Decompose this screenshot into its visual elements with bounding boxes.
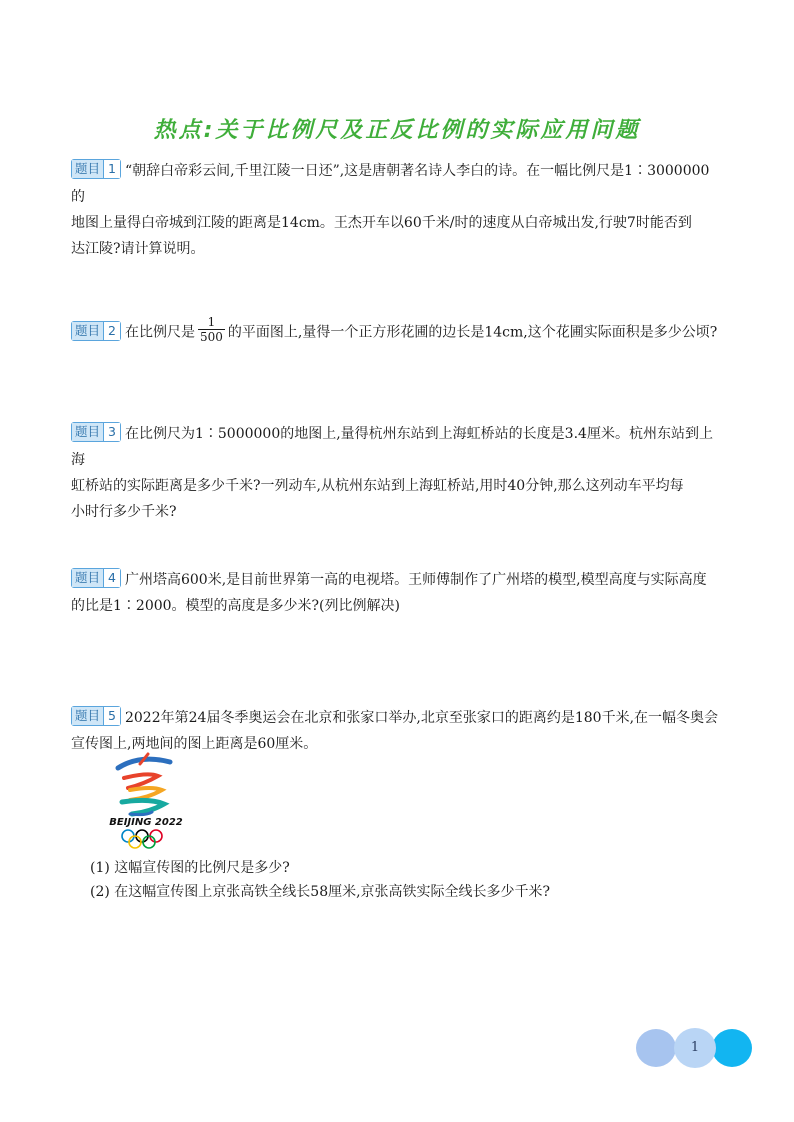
page-number-badge (636, 1028, 754, 1068)
question-3-line-3: 小时行多少千米? (71, 504, 177, 520)
question-2-text-post: 的平面图上,量得一个正方形花圃的边长是14cm,这个花圃实际面积是多少公顷? (227, 324, 718, 341)
question-5-line-2: 宣传图上,两地间的图上距离是60厘米。 (71, 736, 318, 752)
question-3-line-1: 在比例尺为1∶5000000的地图上,量得杭州东站到上海虹桥站的长度是3.4厘米。杭州东站到上海 (71, 426, 713, 468)
question-1-line-2: 地图上量得白帝城到江陵的距离是14cm。王杰开车以60千米/时的速度从白帝城出发,行驶7时能否到 (71, 215, 692, 231)
question-2-text-pre: 在比例尺是 (124, 324, 195, 341)
question-3 (71, 421, 723, 525)
page-title: 热点:关于比例尺及正反比例的实际应用问题 (153, 118, 641, 143)
fraction-numerator: 1 (198, 315, 225, 330)
fraction-denominator: 500 (199, 330, 223, 344)
question-tag: 题目 3 (71, 422, 121, 442)
question-4-line-1: 广州塔高600米,是目前世界第一高的电视塔。王师傅制作了广州塔的模型,模型高度与实际高度 (124, 572, 707, 588)
olympic-rings-icon (122, 830, 162, 848)
question-5 (71, 705, 723, 757)
question-tag: 题目 2 (71, 321, 121, 341)
question-5-sub-1: (1) 这幅宣传图的比例尺是多少? (90, 860, 290, 876)
question-tag: 题目 1 (71, 159, 121, 179)
question-5-line-1: 2022年第24届冬季奥运会在北京和张家口举办,北京至张家口的距离约是180千米,在一幅冬奥会 (124, 710, 719, 726)
question-tag: 题目 5 (71, 706, 121, 726)
fraction (198, 315, 225, 344)
question-4 (71, 567, 723, 619)
question-4-line-2: 的比是1∶2000。模型的高度是多少米?(列比例解决) (71, 598, 400, 614)
page-number: 1 (674, 1028, 716, 1068)
question-1-line-1: “朝辞白帝彩云间,千里江陵一日还”,这是唐朝著名诗人李白的诗。在一幅比例尺是1∶3000000的 (71, 163, 710, 205)
decor-circle-right (712, 1029, 752, 1067)
question-3-line-2: 虹桥站的实际距离是多少千米?一列动车,从杭州东站到上海虹桥站,用时40分钟,那么这列动车平均每 (71, 478, 684, 494)
beijing-2022-emblem (100, 752, 192, 852)
logo-wordmark: BEIJING 2022 (109, 817, 183, 828)
question-5-sub-2: (2) 在这幅宣传图上京张高铁全线长58厘米,京张高铁实际全线长多少千米? (90, 884, 551, 900)
question-tag: 题目 4 (71, 568, 121, 588)
question-2 (71, 315, 723, 347)
decor-circle-left (636, 1029, 676, 1067)
question-1 (71, 158, 723, 262)
question-1-line-3: 达江陵?请计算说明。 (71, 241, 205, 257)
